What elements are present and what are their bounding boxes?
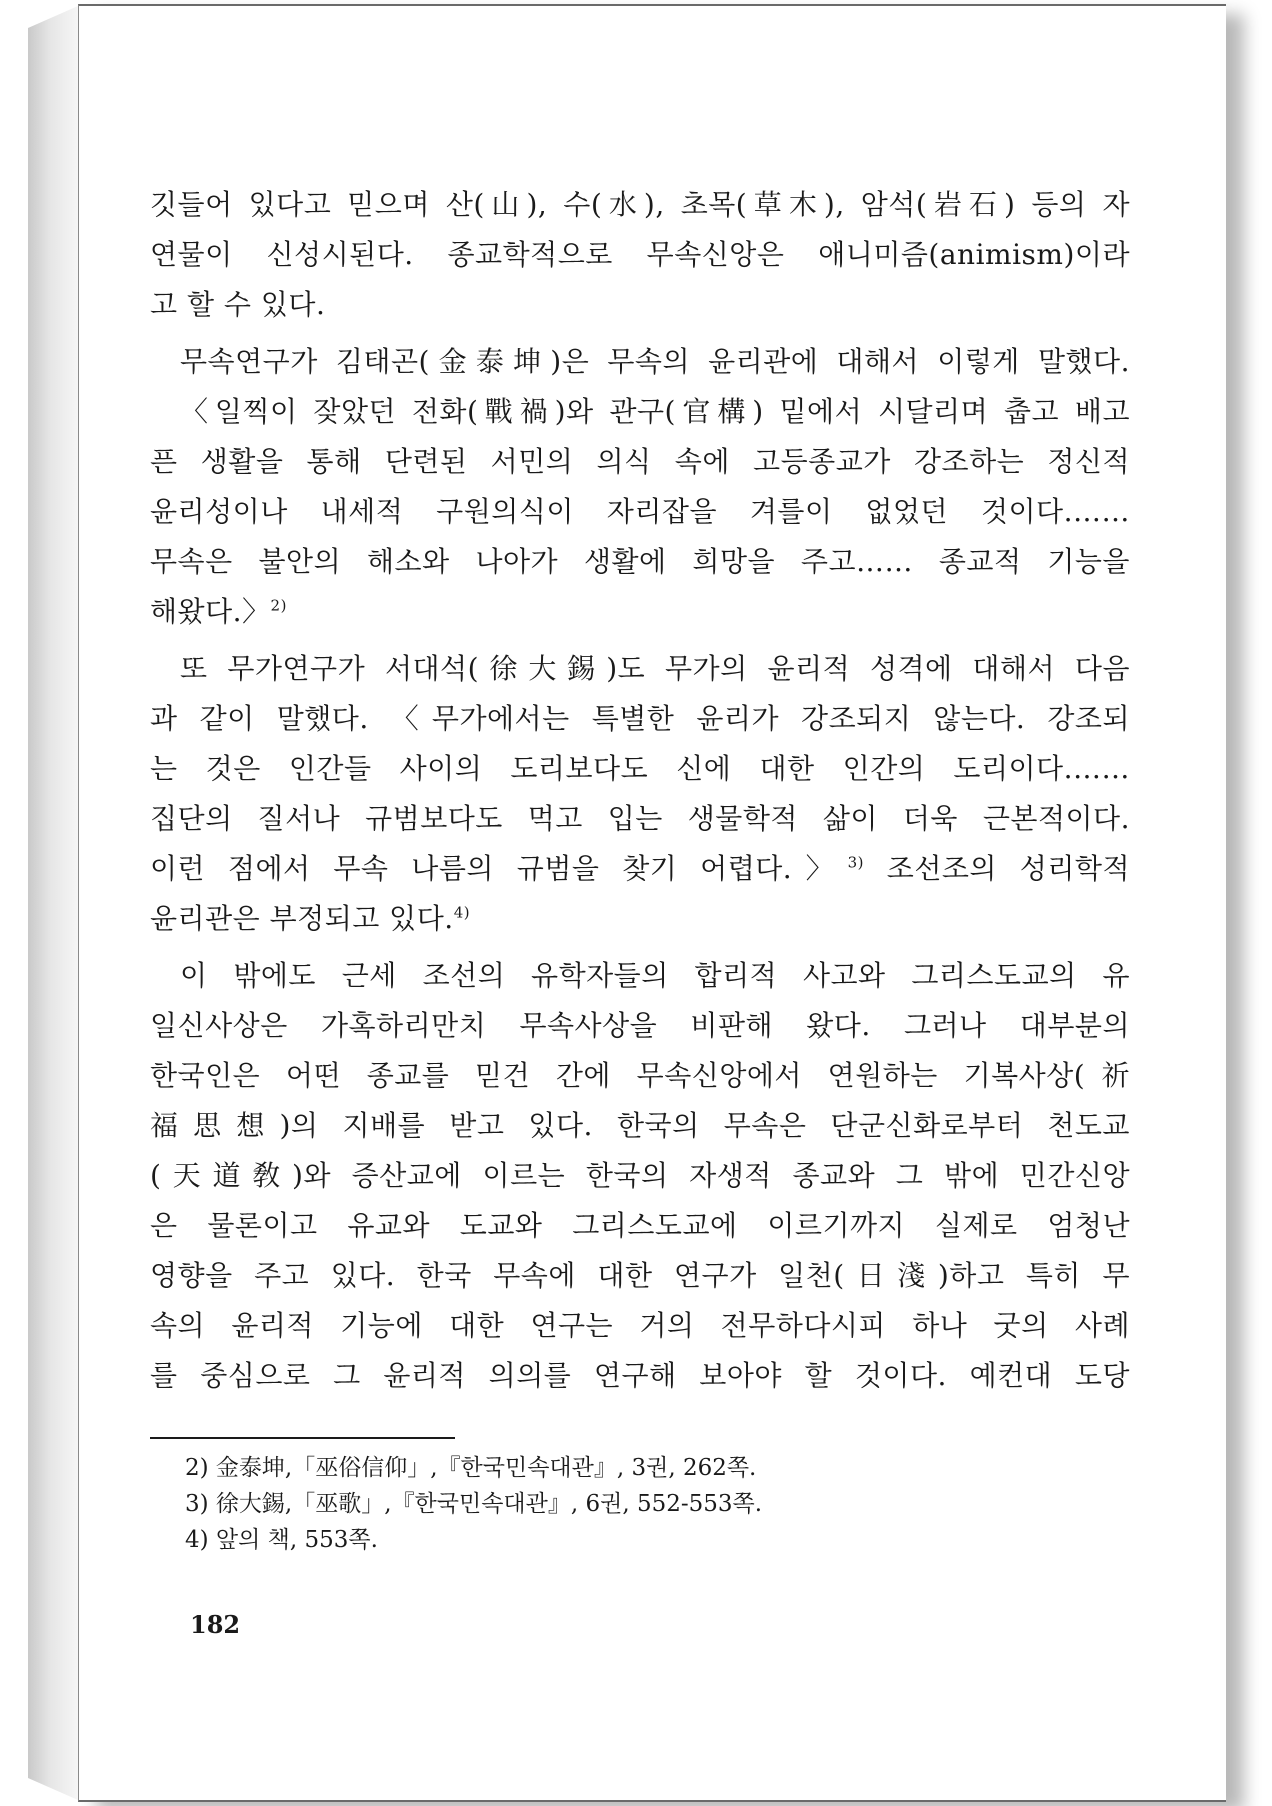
- footnote-3: 3) 徐大錫,「巫歌」,『한국민속대관』, 6권, 552-553쪽.: [185, 1491, 763, 1517]
- footnote-2: 2) 金泰坤,「巫俗信仰」,『한국민속대관』, 3권, 262쪽.: [185, 1455, 757, 1481]
- body-line-text: 윤리관은 부정되고 있다.: [150, 902, 454, 935]
- body-line: [150, 844, 1130, 894]
- body-line: 무속연구가 김태곤(金泰坤)은 무속의 윤리관에 대해서 이렇게 말했다.: [180, 345, 1130, 378]
- page-number: 182: [190, 1610, 241, 1639]
- body-line: 영향을 주고 있다. 한국 무속에 대한 연구가 일천(日淺)하고 특히 무: [150, 1259, 1130, 1292]
- body-line: [150, 894, 1130, 944]
- body-line: 〈일찍이 잦았던 전화(戰禍)와 관구(官構) 밑에서 시달리며 춥고 배고: [180, 395, 1130, 428]
- body-line-text: 해왔다.〉: [150, 595, 271, 628]
- body-line: 일신사상은 가혹하리만치 무속사상을 비판해 왔다. 그러나 대부분의: [150, 1009, 1130, 1042]
- body-line: 속의 윤리적 기능에 대한 연구는 거의 전무하다시피 하나 굿의 사례: [150, 1309, 1130, 1342]
- footnote-ref: 3): [847, 853, 864, 872]
- body-line: 이 밖에도 근세 조선의 유학자들의 합리적 사고와 그리스도교의 유: [180, 959, 1130, 992]
- body-line: 집단의 질서나 규범보다도 먹고 입는 생물학적 삶이 더욱 근본적이다.: [150, 802, 1130, 835]
- body-line: 깃들어 있다고 믿으며 산(山), 수(水), 초목(草木), 암석(岩石) 등의 자: [150, 188, 1130, 221]
- book-spine-edge: [28, 6, 78, 1800]
- body-line: 고 할 수 있다.: [150, 288, 326, 321]
- body-line: 한국인은 어떤 종교를 믿건 간에 무속신앙에서 연원하는 기복사상(祈: [150, 1059, 1130, 1092]
- body-line: 연물이 신성시된다. 종교학적으로 무속신앙은 애니미즘(animism)이라: [150, 238, 1130, 271]
- body-line: 는 것은 인간들 사이의 도리보다도 신에 대한 인간의 도리이다.……: [150, 752, 1130, 785]
- body-line: 福思想)의 지배를 받고 있다. 한국의 무속은 단군신화로부터 천도교: [150, 1109, 1130, 1142]
- body-line: 과 같이 말했다. 〈무가에서는 특별한 윤리가 강조되지 않는다. 강조되: [150, 702, 1130, 735]
- body-line: (天道敎)와 증산교에 이르는 한국의 자생적 종교와 그 밖에 민간신앙: [150, 1159, 1130, 1192]
- body-line: [150, 587, 1130, 637]
- body-line-text: 조선조의 성리학적: [863, 852, 1131, 885]
- footnotes: [185, 1450, 1005, 1558]
- body-text: [150, 180, 1130, 1401]
- body-line: 은 물론이고 유교와 도교와 그리스도교에 이르기까지 실제로 엄청난: [150, 1209, 1130, 1242]
- body-line: 픈 생활을 통해 단련된 서민의 의식 속에 고등종교가 강조하는 정신적: [150, 445, 1130, 478]
- body-line: 윤리성이나 내세적 구원의식이 자리잡을 겨를이 없었던 것이다.……: [150, 495, 1130, 528]
- footnote-divider: [150, 1437, 455, 1439]
- body-line-text: 이런 점에서 무속 나름의 규범을 찾기 어렵다.〉: [150, 852, 848, 885]
- body-line: 무속은 불안의 해소와 나아가 생활에 희망을 주고…… 종교적 기능을: [150, 545, 1130, 578]
- footnote-4: 4) 앞의 책, 553쪽.: [185, 1527, 378, 1553]
- footnote-ref: 4): [453, 903, 471, 922]
- body-line: 또 무가연구가 서대석(徐大錫)도 무가의 윤리적 성격에 대해서 다음: [180, 652, 1130, 685]
- footnote-ref: 2): [270, 596, 287, 615]
- body-line: 를 중심으로 그 윤리적 의의를 연구해 보아야 할 것이다. 예컨대 도당: [150, 1359, 1130, 1392]
